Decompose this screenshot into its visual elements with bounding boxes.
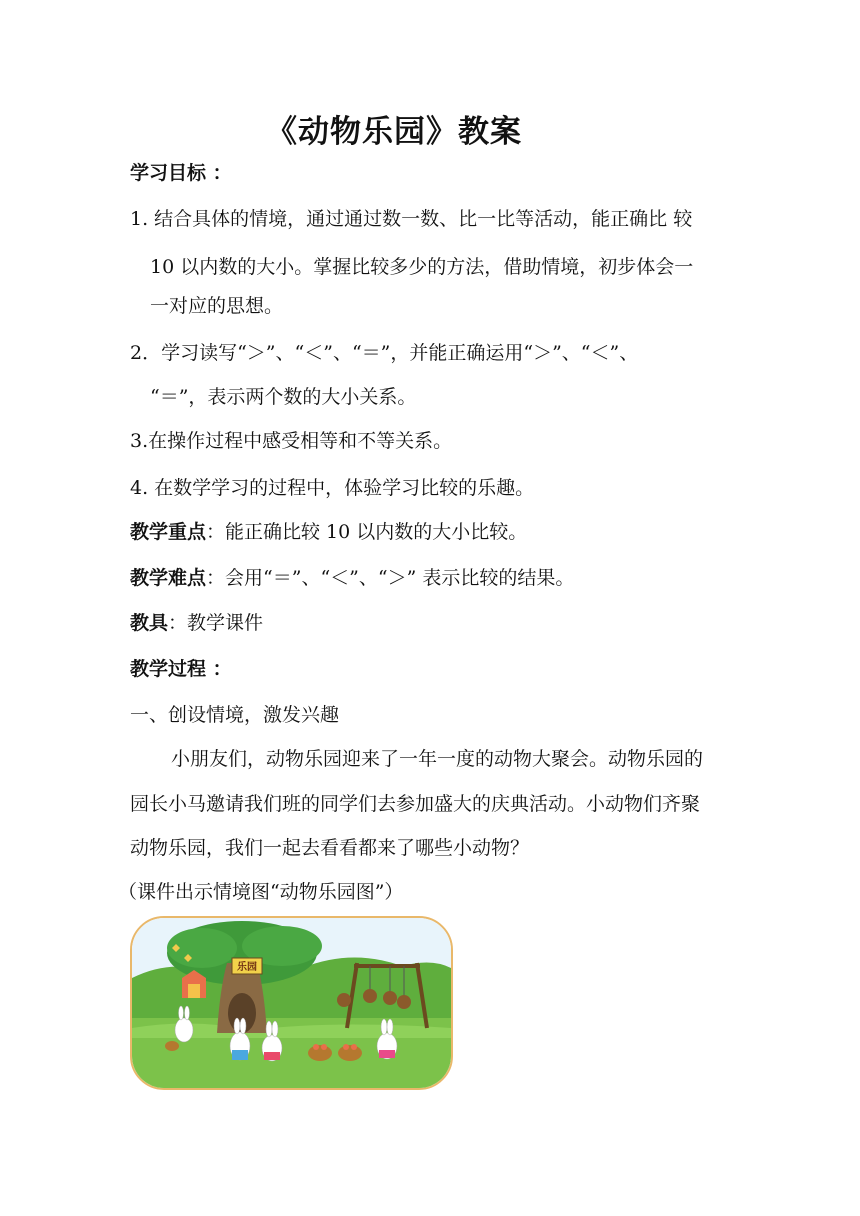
paragraph-line-3: 动物乐园，我们一起去看看都来了哪些小动物？ [130,837,530,859]
key-point [130,520,527,544]
goal-2-line-2: “＝”，表示两个数的大小关系。 [150,386,417,408]
monkey-1 [337,993,351,1007]
process-heading: 教学过程 ： [130,658,232,680]
rabbit-1 [175,1018,193,1042]
goal-3: 3.在操作过程中感受相等和不等关系。 [130,430,453,452]
tools [130,611,263,635]
park-sign-text: 乐园 [237,962,257,973]
goal-4: 4. 在数学学习的过程中，体验学习比较的乐趣。 [130,477,535,499]
basket-2 [338,1045,362,1061]
difficulty-text: ：会用“＝”、“＜”、“＞” 表示比较的结果。 [206,567,575,589]
goal-1-line-3: 一对应的思想。 [150,295,284,317]
goal-1-line-1: 1. 结合具体的情境，通过通过数一数、比一比等活动，能正确比 较 [130,208,693,230]
goal-2-line-1: 2．学习读写“＞”、“＜”、“＝”，并能正确运用“＞”、“＜”、 [130,342,639,364]
animal-park-scene [132,918,451,1088]
section-1-title: 一、创设情境，激发兴趣 [130,704,340,726]
monkey-3 [383,991,397,1005]
basket-1 [308,1045,332,1061]
paragraph-line-1: 小朋友们，动物乐园迎来了一年一度的动物大聚会。动物乐园的 [171,748,704,770]
animal-park-illustration [130,916,453,1090]
difficulty [130,566,574,590]
basket-small [165,1041,179,1051]
key-point-label: 教学重点 [130,521,207,543]
key-point-text: ：能正确比较 10 以内数的大小比较。 [206,521,528,543]
goal-1-line-2: 10 以内数的大小。掌握比较多少的方法，借助情境，初步体会一 [150,256,694,278]
goals-heading: 学习目标 ： [130,162,232,184]
tools-label: 教具 [130,612,169,634]
difficulty-label: 教学难点 [130,567,207,589]
monkey-4 [397,995,411,1009]
paragraph-line-2: 园长小马邀请我们班的同学们去参加盛大的庆典活动。小动物们齐聚 [130,793,701,815]
caption: （课件出示情境图“动物乐园图”） [118,881,404,903]
page-title: 《动物乐园》教案 [266,114,522,150]
monkey-2 [363,989,377,1003]
tools-text: ：教学课件 [168,612,264,634]
